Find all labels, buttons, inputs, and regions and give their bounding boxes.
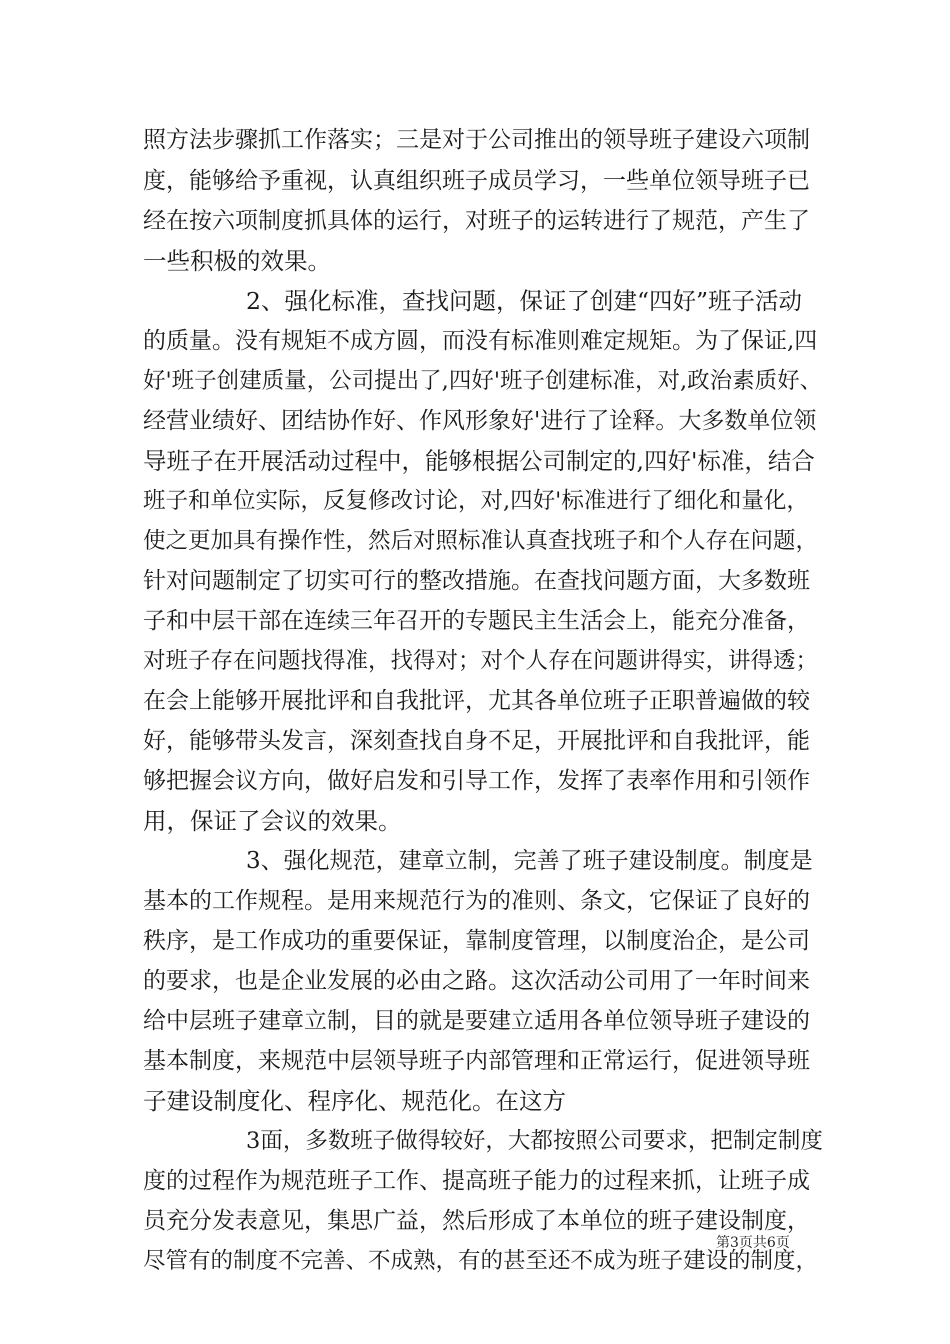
body-text-line: 3面，多数班子做得较好，大都按照公司要求，把制定制度: [246, 1128, 823, 1154]
body-text-line: 基本的工作规程。是用来规范行为的准则、条文，它保证了良好的: [143, 888, 810, 914]
body-text-line: 基本制度，来规范中层领导班子内部管理和正常运行，促进领导班: [143, 1048, 810, 1074]
body-text-line: 好，能够带头发言，深刻查找自身不足，开展批评和自我批评，能: [143, 728, 810, 754]
body-text-line: 尽管有的制度不完善、不成熟，有的甚至还不成为班子建设的制度，: [143, 1248, 819, 1274]
body-text-line: 对班子存在问题找得准，找得对；对个人存在问题讲得实，讲得透；: [143, 648, 819, 674]
body-text-line: 度，能够给予重视，认真组织班子成员学习，一些单位领导班子已: [143, 168, 810, 194]
body-text-line: 照方法步骤抓工作落实；三是对于公司推出的领导班子建设六项制: [143, 127, 810, 153]
body-text-line: 一些积极的效果。: [143, 247, 331, 275]
body-text-line: 经在按六项制度抓具体的运行，对班子的运转进行了规范，产生了: [143, 208, 810, 234]
body-text-line: 在会上能够开展批评和自我批评，尤其各单位班子正职普遍做的较: [143, 688, 810, 714]
body-text-line: 好'班子创建质量，公司提出了,四好'班子创建标准，对,政治素质好、: [143, 368, 823, 394]
body-text-line: 子建设制度化、程序化、规范化。在这方: [143, 1087, 566, 1115]
body-text-line: 班子和单位实际，反复修改讨论，对,四好'标准进行了细化和量化，: [143, 488, 809, 514]
body-text-line: 度的过程作为规范班子工作、提高班子能力的过程来抓，让班子成: [143, 1168, 810, 1194]
body-text-line: 用，保证了会议的效果。: [143, 807, 402, 835]
page-number-footer: 第3页共6页: [716, 1235, 790, 1251]
body-text-line: 针对问题制定了切实可行的整改措施。在查找问题方面，大多数班: [143, 568, 810, 594]
body-text-line: 经营业绩好、团结协作好、作风形象好'进行了诠释。大多数单位领: [143, 408, 817, 434]
body-text-line: 员充分发表意见，集思广益，然后形成了本单位的班子建设制度，: [143, 1208, 810, 1234]
body-text-line: 使之更加具有操作性，然后对照标准认真查找班子和个人存在问题，: [143, 528, 819, 554]
body-text-line: 导班子在开展活动过程中，能够根据公司制定的,四好'标准，结合: [143, 447, 815, 475]
body-text-line: 的质量。没有规矩不成方圆，而没有标准则难定规矩。为了保证,四: [143, 328, 818, 354]
body-text-line: 给中层班子建章立制，目的就是要建立适用各单位领导班子建设的: [143, 1008, 810, 1034]
body-text-line: 子和中层干部在连续三年召开的专题民主生活会上，能充分准备，: [143, 608, 810, 634]
body-text-line: 够把握会议方向，做好启发和引导工作，发挥了表率作用和引领作: [143, 768, 810, 794]
body-text-line: 秩序，是工作成功的重要保证，靠制度管理，以制度治企，是公司: [143, 928, 810, 954]
body-text-line: 的要求，也是企业发展的必由之路。这次活动公司用了一年时间来: [143, 968, 810, 994]
paragraph-2-heading: 2、强化标准，查找问题，保证了创建“四好”班子活动: [246, 287, 802, 315]
paragraph-3-heading: 3、强化规范，建章立制，完善了班子建设制度。制度是: [246, 848, 813, 874]
